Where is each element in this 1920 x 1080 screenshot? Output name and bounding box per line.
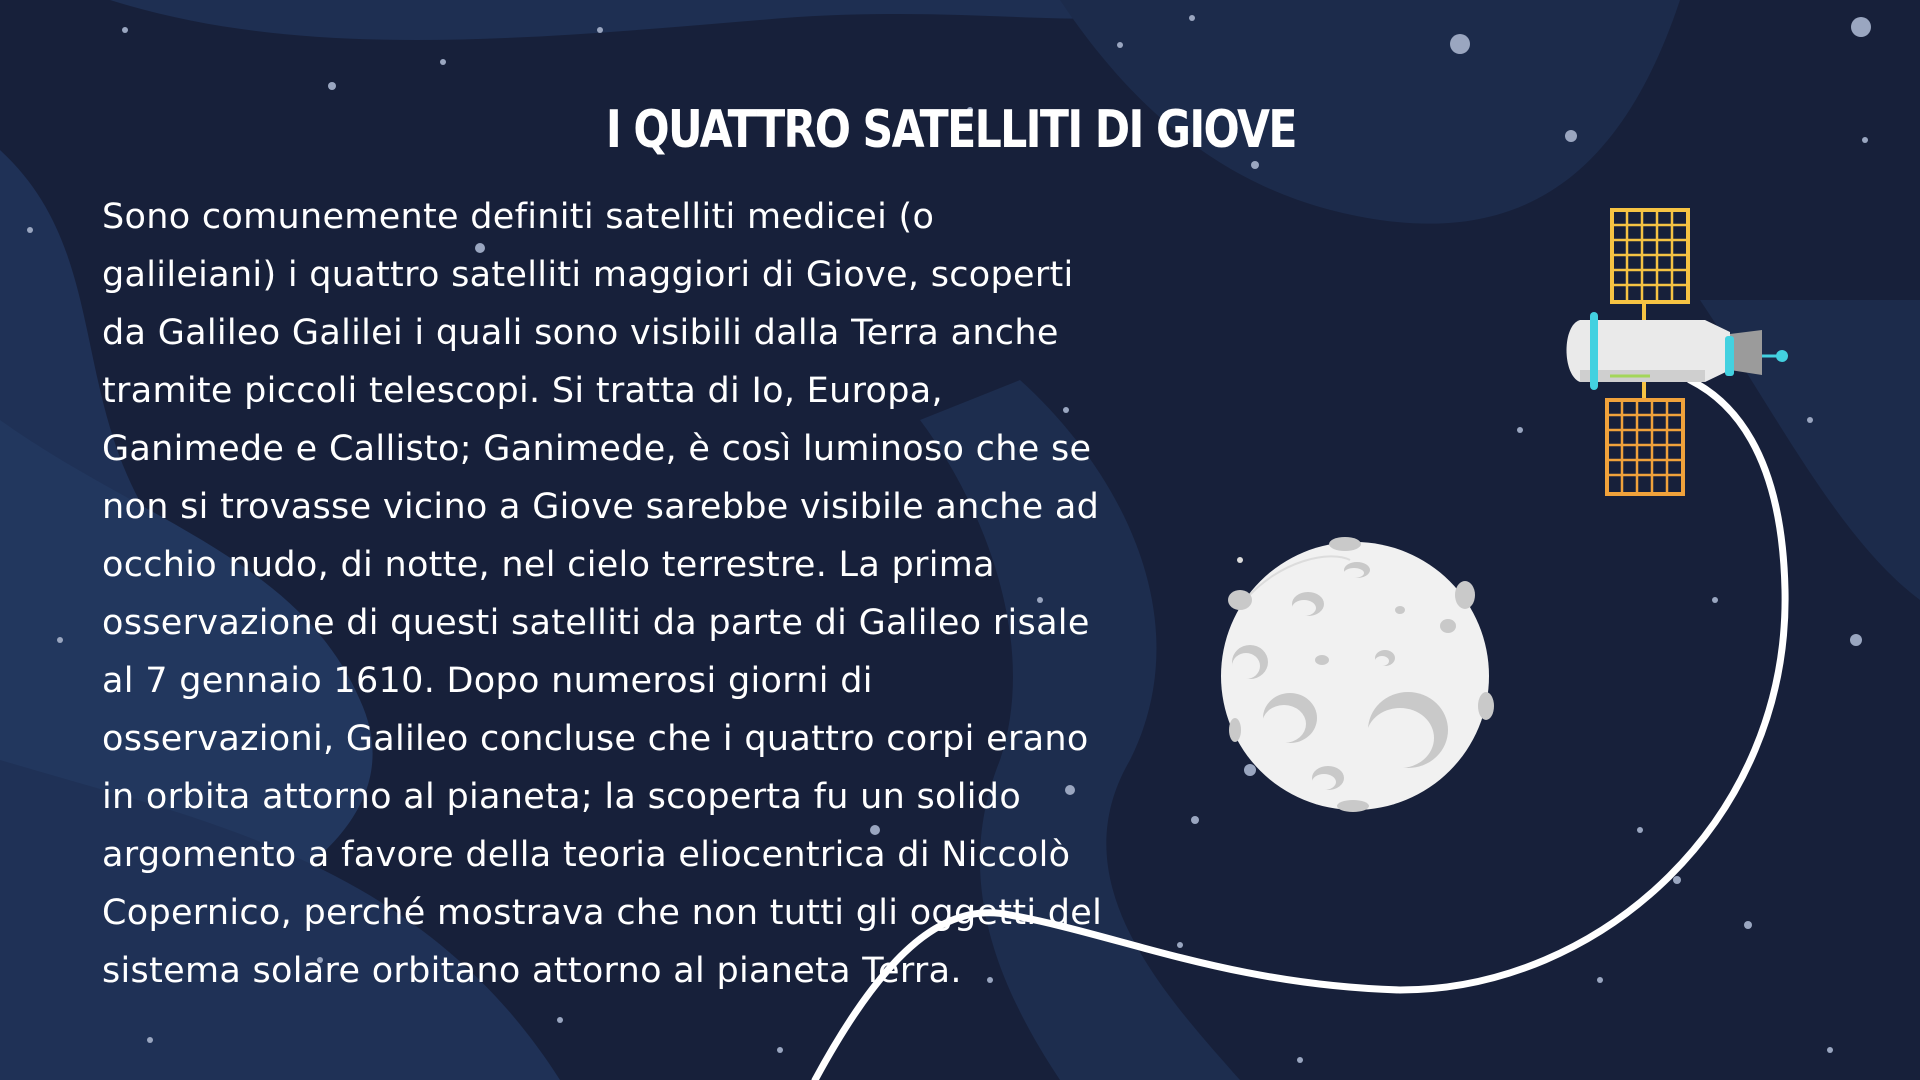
body-paragraph: Sono comunemente definiti satelliti medicei (o galileiani) i quattro satelliti maggiori di Giove, scoperti da Galileo Galilei i quali sono visibili dalla Terra anche tramite piccoli telescopi. Si tratta di Io, Europa, Ganimede e Callisto; Ganimede, è così luminoso che se non si trovasse vicino a Giove sarebbe visibile anche ad occhio nudo, di notte, nel cielo terrestre. La prima osservazione di questi satelliti da parte di Galileo risale al 7 gennaio 1610. Dopo numerosi giorni di osservazioni, Galileo concluse che i quattro corpi erano in orbita attorno al pianeta; la scoperta fu un solido argomento a favore della teoria eliocentrica di Niccolò Copernico, perché mostrava che non tutti gli oggetti del sistema solare orbitano attorno al pianeta Terra. xyxy=(102,197,1103,991)
moon-icon xyxy=(1221,537,1494,812)
slide-title: I QUATTRO SATELLITI DI GIOVE xyxy=(605,100,1296,160)
